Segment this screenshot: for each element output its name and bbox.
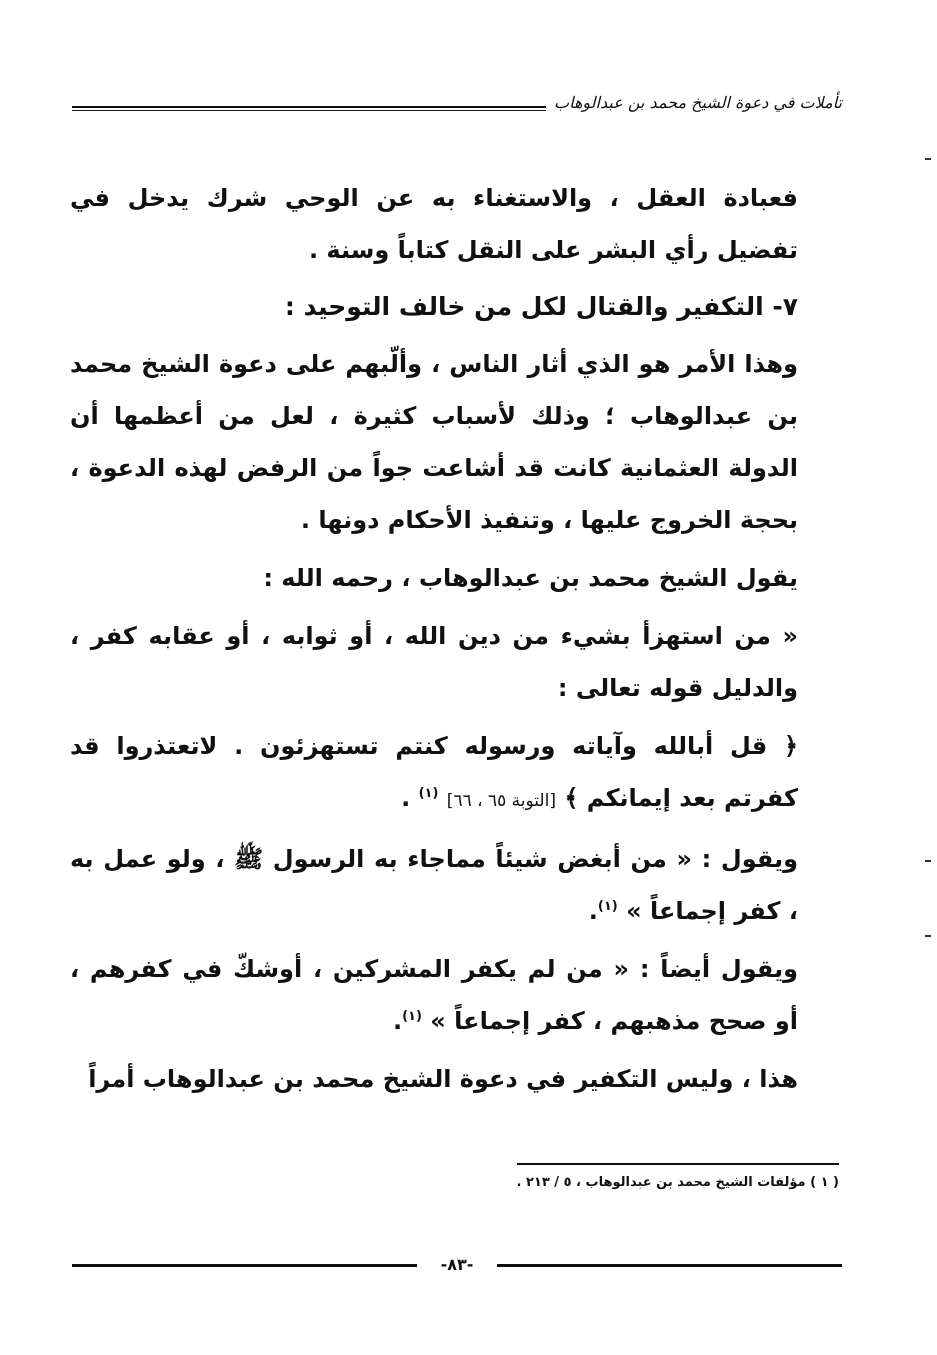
footnote-rule xyxy=(517,1163,839,1165)
footnote-marker: (١) xyxy=(402,1009,422,1024)
paragraph-2: وهذا الأمر هو الذي أثار الناس ، وألّبهم على دعوة الشيخ محمد بن عبدالوهاب ؛ وذلك لأسباب كثيرة ، لعل من أعظمها أن الدولة العثمانية كانت قد أشاعت جواً من الرفض لهذه الدعوة ، بحجة الخروج عليها ، وتنفيذ الأحكام دونها . xyxy=(70,350,798,534)
paragraph-4: « من استهزأ بشيء من دين الله ، أو ثوابه ، أو عقابه كفر ، والدليل قوله تعالى : xyxy=(70,622,798,702)
verse-reference: [التوبة ٦٥ ، ٦٦] xyxy=(446,791,556,811)
sentence-end: . xyxy=(392,1007,403,1035)
header-title: تأملات في دعوة الشيخ محمد بن عبدالوهاب xyxy=(546,92,842,114)
running-header xyxy=(72,92,842,118)
paragraph-7 xyxy=(70,943,798,1047)
scan-margin-mark xyxy=(925,860,931,862)
quote-text: ويقول أيضاً : « من لم يكفر المشركين ، أوشكّ في كفرهم ، أو صحح مذهبهم ، كفر إجماعاً » xyxy=(70,955,798,1035)
paragraph-1: فعبادة العقل ، والاستغناء به عن الوحي شرك يدخل في تفضيل رأي البشر على النقل كتاباً وسنة . xyxy=(70,184,798,264)
page-number: -٨٣- xyxy=(440,1255,474,1274)
footer-rule-right xyxy=(497,1264,842,1267)
paragraph-6 xyxy=(70,833,798,937)
footnote-marker: (١) xyxy=(418,786,439,801)
footer-rule-left xyxy=(72,1264,417,1267)
sentence-end: . xyxy=(588,897,598,925)
footnote-marker: (١) xyxy=(597,899,618,914)
quran-verse: ﴿ قل أبالله وآياته ورسوله كنتم تستهزئون . لاتعتذروا قد كفرتم بعد إيمانكم ﴾ xyxy=(70,732,798,812)
paragraph-5 xyxy=(70,720,798,827)
footnote: ( ١ ) مؤلفات الشيخ محمد بن عبدالوهاب ، ٥ / ٢١٣ . xyxy=(516,1175,839,1190)
section-heading: ٧- التكفير والقتال لكل من خالف التوحيد : xyxy=(284,292,798,321)
paragraph-8: هذا ، وليس التكفير في دعوة الشيخ محمد بن عبدالوهاب أمراً xyxy=(88,1065,798,1093)
scan-margin-mark xyxy=(925,935,931,937)
scan-margin-mark xyxy=(925,158,931,160)
body-text xyxy=(70,172,798,1111)
page-footer xyxy=(72,1255,842,1275)
sentence-end: . xyxy=(401,784,411,812)
paragraph-3: يقول الشيخ محمد بن عبدالوهاب ، رحمه الله : xyxy=(263,564,798,592)
quote-text: ويقول : « من أبغض شيئاً مماجاء به الرسول ﷺ ، ولو عمل به ، كفر إجماعاً » xyxy=(70,845,798,925)
